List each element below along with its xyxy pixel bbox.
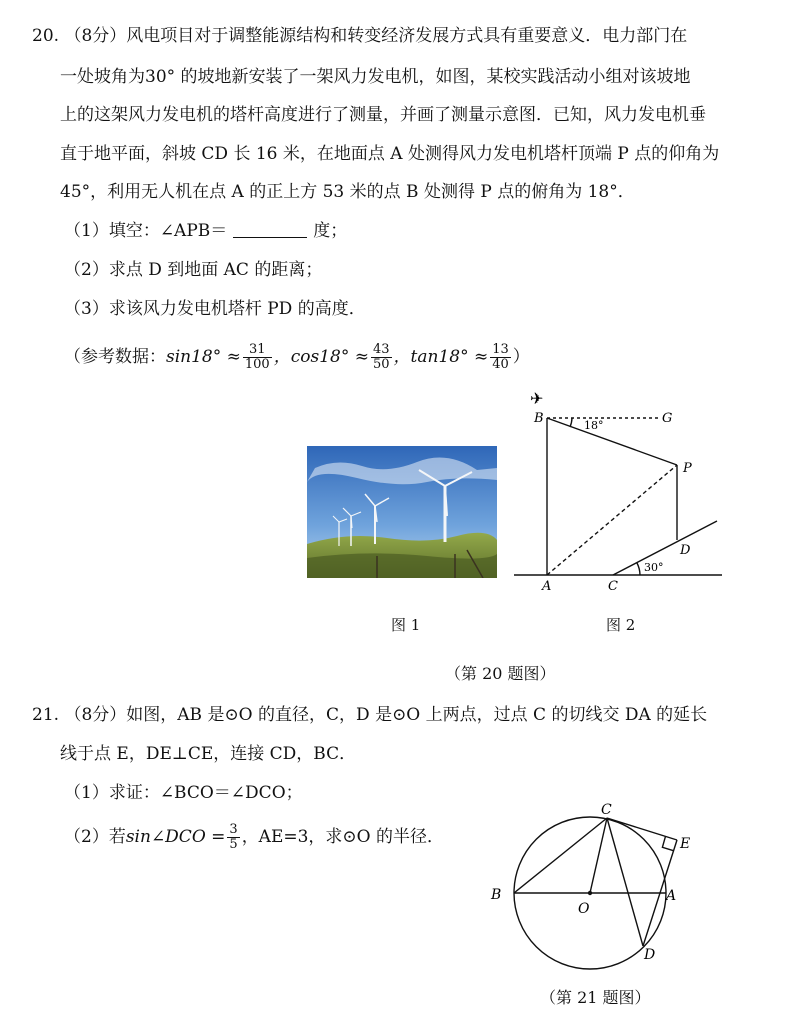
q20-sub1 — [64, 219, 347, 243]
label-p: P — [683, 461, 692, 476]
center-point-o — [588, 891, 592, 895]
q21-sub1: （1）求证：∠BCO＝∠DCO； — [64, 783, 303, 803]
q20-reference-data — [64, 343, 530, 372]
q21-sub2-suffix: ，AE=3，求⊙O 的半径． — [241, 827, 445, 847]
label-d: D — [680, 543, 691, 558]
label-c: C — [601, 802, 612, 818]
fig2-caption: 图 2 — [606, 616, 636, 634]
label-b: B — [534, 411, 544, 426]
q20-sub2: （2）求点 D 到地面 AC 的距离； — [64, 260, 323, 280]
answer-blank[interactable] — [233, 221, 307, 238]
ref-prefix: （参考数据： — [64, 347, 166, 367]
label-e: E — [680, 836, 691, 852]
q20-sub3: （3）求该风力发电机塔杆 PD 的高度． — [64, 299, 366, 319]
label-angle-18: 18° — [584, 419, 604, 432]
q21-sub2 — [64, 823, 444, 852]
q20-text-5: 45°，利用无人机在点 A 的正上方 53 米的点 B 处测得 P 点的俯角为 18°． — [60, 182, 635, 202]
label-o: O — [578, 901, 590, 917]
sight-line-ap — [547, 465, 677, 575]
sight-line-bp — [547, 418, 677, 465]
ref-cos-fraction: $\frac{43}{50}$ — [372, 342, 390, 372]
ref-suffix: ） — [512, 347, 530, 367]
label-a: A — [666, 888, 677, 904]
segment-cd — [607, 818, 643, 946]
label-a: A — [542, 579, 552, 594]
label-angle-30: 30° — [644, 561, 664, 574]
q20-text-2: 一处坡角为30° 的坡地新安装了一架风力发电机，如图，某校实践活动小组对该坡地 — [60, 67, 691, 87]
label-b: B — [491, 887, 502, 903]
q21-text-2: 线于点 E，DE⊥CE，连接 CD，BC． — [60, 744, 357, 764]
slope-cd — [613, 521, 717, 575]
q20-text-1: （8分）风电项目对于调整能源结构和转变经济发展方式具有重要意义．电力部门在 — [64, 26, 688, 46]
fig1-caption: 图 1 — [391, 616, 421, 634]
q20-sub1-suffix: 度； — [313, 221, 348, 241]
q21-sub2-prefix: （2）若 — [64, 827, 126, 847]
q20-line-1 — [32, 24, 687, 48]
ref-tan-fraction: $\frac{13}{40}$ — [492, 342, 509, 372]
q20-number: 20. — [32, 26, 60, 46]
ref-sin-fraction: $\frac{31}{100}$ — [244, 342, 270, 372]
q20-sub1-prefix: （1）填空：∠APB＝ — [64, 221, 228, 241]
q21-sub2-sin: sin∠DCO = — [125, 827, 226, 847]
ref-cos: ，cos18° ≈ — [273, 347, 369, 367]
label-g: G — [662, 411, 673, 426]
q21-text-1: （8分）如图，AB 是⊙O 的直径，C，D 是⊙O 上两点，过点 C 的切线交 DA 的延长 — [64, 705, 708, 725]
label-c: C — [608, 579, 618, 594]
wind-turbine-photo — [307, 446, 497, 578]
measurement-diagram — [510, 386, 730, 596]
circle-diagram — [480, 796, 706, 986]
q20-text-3: 上的这架风力发电机的塔杆高度进行了测量，并画了测量示意图．已知，风力发电机垂 — [60, 105, 706, 125]
q21-sin-fraction: $\frac{3}{5}$ — [229, 822, 238, 852]
q20-text-4: 直于地平面，斜坡 CD 长 16 米，在地面点 A 处测得风力发电机塔杆顶端 P 点的仰角为 — [60, 144, 720, 164]
angle-30-arc — [637, 563, 640, 575]
ref-tan: ，tan18° ≈ — [393, 347, 489, 367]
q21-figure-caption: （第 21 题图） — [540, 988, 651, 1007]
ref-sin: sin18° ≈ — [166, 347, 241, 367]
label-d: D — [644, 947, 656, 963]
drone-icon: ✈ — [530, 389, 544, 408]
q20-figure-caption: （第 20 题图） — [445, 664, 556, 683]
q21-line-1 — [32, 703, 707, 727]
q21-number: 21. — [32, 705, 60, 725]
angle-18-arc — [570, 418, 572, 427]
